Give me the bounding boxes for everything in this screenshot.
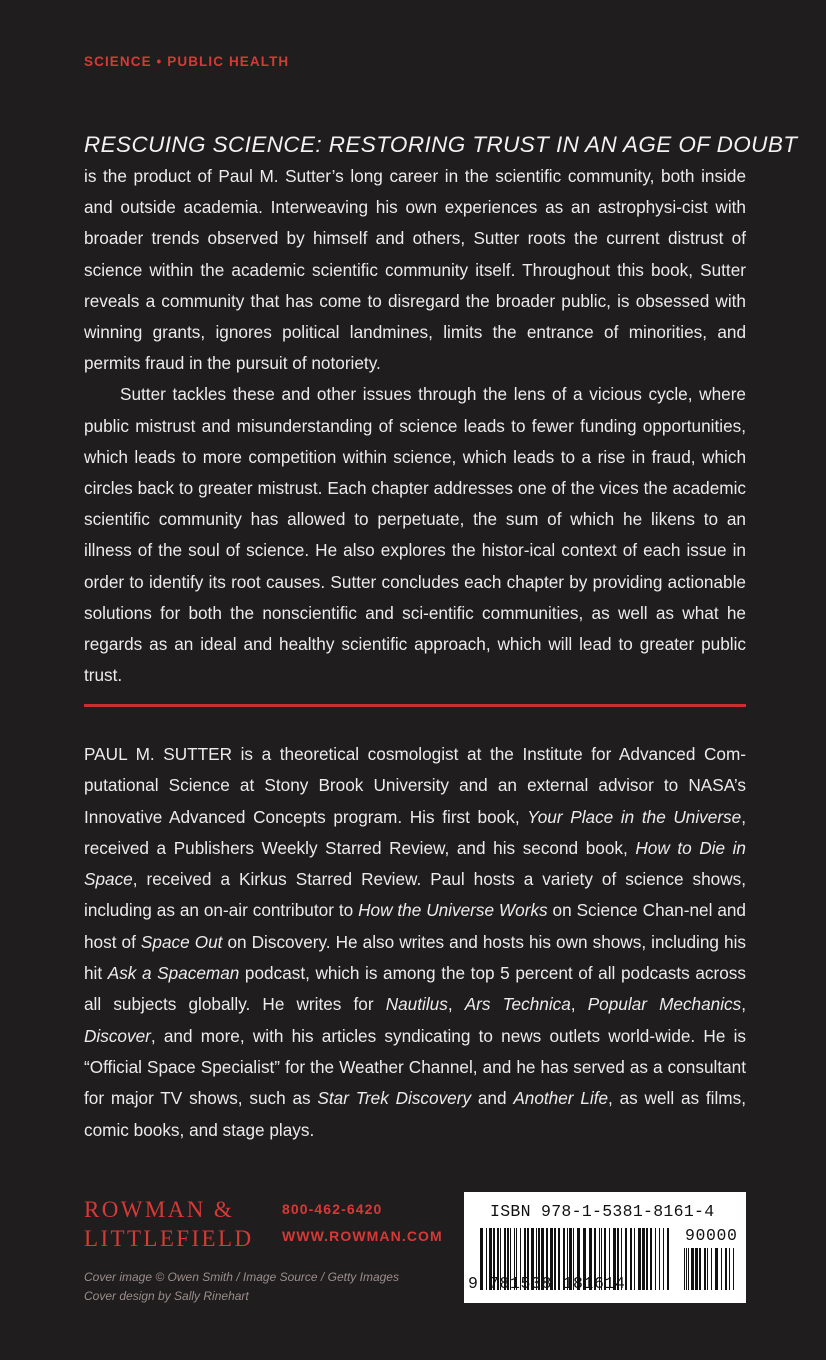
barcode-bar bbox=[659, 1228, 660, 1290]
publisher-website: WWW.ROWMAN.COM bbox=[282, 1228, 443, 1244]
bio-text: , received a Kirkus Starred Review. Paul hosts a variety of science shows, including as an on-air contributor to bbox=[84, 869, 746, 921]
barcode-bar bbox=[704, 1248, 706, 1290]
barcode-bar bbox=[711, 1248, 712, 1290]
barcode-bar bbox=[729, 1248, 730, 1290]
barcode-bar bbox=[655, 1228, 656, 1290]
barcode-bar bbox=[634, 1228, 635, 1290]
barcode-bar bbox=[695, 1248, 698, 1290]
description-paragraph-1: is the product of Paul M. Sutter’s long career in the scientific community, both inside and outside academia. Interweaving his own experiences as an astrophysi-cist with broader trends observed by himself and others, Sutter roots the current distrust of science within the academic scientific community itself. Throughout this book, Sutter reveals a community that has come to disregard the broader public, is obsessed with winning grants, ignores political landmines, limits the entrance of minorities, and permits fraud in the pursuit of notoriety. bbox=[84, 166, 746, 374]
barcode-bar bbox=[646, 1228, 648, 1290]
bio-text: PAUL M. SUTTER is a theoretical cosmologist at the Institute for Advanced Com-putational Science at Stony Brook University and an external advisor to NASA’s Innovative Advanced Concepts program. His first book, bbox=[84, 744, 746, 827]
bio-text: podcast, which is among the top 5 percent of all podcasts across all subjects globally. He writes for bbox=[84, 963, 746, 1015]
cover-credits bbox=[84, 1268, 399, 1305]
bio-publication: Discover bbox=[84, 1025, 151, 1046]
barcode-bar bbox=[721, 1248, 722, 1290]
barcode-bar bbox=[699, 1248, 701, 1290]
bio-show-title: Another Life bbox=[513, 1088, 609, 1109]
barcode-bar bbox=[650, 1228, 652, 1290]
publisher-logo bbox=[84, 1195, 253, 1253]
bio-show-title: Star Trek Discovery bbox=[317, 1088, 472, 1109]
barcode-bar bbox=[642, 1228, 645, 1290]
bio-publication: Nautilus bbox=[385, 994, 448, 1015]
author-bio bbox=[84, 739, 746, 1146]
bio-show-title: Ask a Spaceman bbox=[107, 963, 240, 984]
barcode-bar bbox=[715, 1248, 718, 1290]
bio-text: and bbox=[471, 1088, 514, 1109]
barcode-bar bbox=[725, 1248, 727, 1290]
bio-show-title: How the Universe Works bbox=[358, 900, 548, 921]
bio-book-title: How to Die in Space bbox=[84, 837, 746, 890]
barcode-bar bbox=[667, 1228, 669, 1290]
barcode-bar bbox=[684, 1248, 685, 1290]
category-label: SCIENCE • PUBLIC HEALTH bbox=[84, 54, 290, 69]
bio-text: , as well as films, comic books, and stage plays. bbox=[84, 1088, 746, 1140]
publisher-phone: 800-462-6420 bbox=[282, 1201, 383, 1217]
bio-text: , received a Publishers Weekly Starred Review, and his second book, bbox=[84, 806, 746, 858]
bio-publication: Popular Mechanics bbox=[587, 994, 742, 1015]
bio-text: , bbox=[447, 994, 465, 1015]
barcode-bar bbox=[663, 1228, 664, 1290]
publisher-contact bbox=[282, 1196, 443, 1250]
barcode-bar bbox=[691, 1248, 694, 1290]
isbn-number: ISBN 978-1-5381-8161-4 bbox=[490, 1202, 715, 1221]
barcode-bar bbox=[630, 1228, 632, 1290]
bio-text: , bbox=[741, 994, 747, 1015]
bio-text: , and more, with his articles syndicating to news outlets world-wide. He is “Official Space Specialist” for the Weather Channel, and he has served as a consultant for major TV shows, such as bbox=[84, 1025, 746, 1109]
book-title: RESCUING SCIENCE: RESTORING TRUST IN AN AGE OF DOUBT bbox=[84, 132, 798, 157]
bio-publication: Ars Technica bbox=[464, 994, 571, 1015]
barcode-ean-number: 9 781538 181614 bbox=[468, 1274, 626, 1293]
publisher-name-line-2: LITTLEFIELD bbox=[84, 1226, 254, 1251]
cover-image-credit: Cover image © Owen Smith / Image Source / Getty Images bbox=[84, 1270, 399, 1284]
barcode-addon-number: 90000 bbox=[685, 1226, 738, 1245]
bio-text: on Science Chan-nel and host of bbox=[84, 900, 746, 952]
barcode-bar bbox=[686, 1248, 687, 1290]
bio-text: , bbox=[570, 994, 588, 1015]
publisher-name-line-1: ROWMAN & bbox=[84, 1197, 235, 1222]
barcode-bar bbox=[733, 1248, 734, 1290]
book-description bbox=[84, 128, 798, 691]
barcode-box bbox=[464, 1192, 746, 1303]
bio-book-title: Your Place in the Universe bbox=[527, 806, 742, 827]
description-paragraph-2: Sutter tackles these and other issues through the lens of a vicious cycle, where public mistrust and misunderstanding of science leads to fewer funding opportunities, which leads to more competition within science, which leads to a rise in fraud, which circles back to greater mistrust. Each chapter addresses one of the vices the academic scientific community has allowed to perpetuate, the sum of which he likens to an illness of the soul of science. He also explores the histor-ical context of each issue in order to identify its root causes. Sutter concludes each chapter by providing actionable solutions for both the nonscientific and sci-entific communities, as well as what he regards as an ideal and healthy scientific approach, which will lead to greater public trust. bbox=[84, 384, 746, 686]
barcode-bar bbox=[707, 1248, 708, 1290]
author-bio-paragraph bbox=[84, 739, 746, 1146]
barcode-bar bbox=[688, 1248, 689, 1290]
section-divider bbox=[84, 704, 746, 707]
cover-design-credit: Cover design by Sally Rinehart bbox=[84, 1288, 249, 1303]
barcode-bar bbox=[638, 1228, 641, 1290]
bio-text: on Discovery. He also writes and hosts his own shows, including his hit bbox=[84, 931, 746, 984]
bio-show-title: Space Out bbox=[140, 931, 223, 952]
